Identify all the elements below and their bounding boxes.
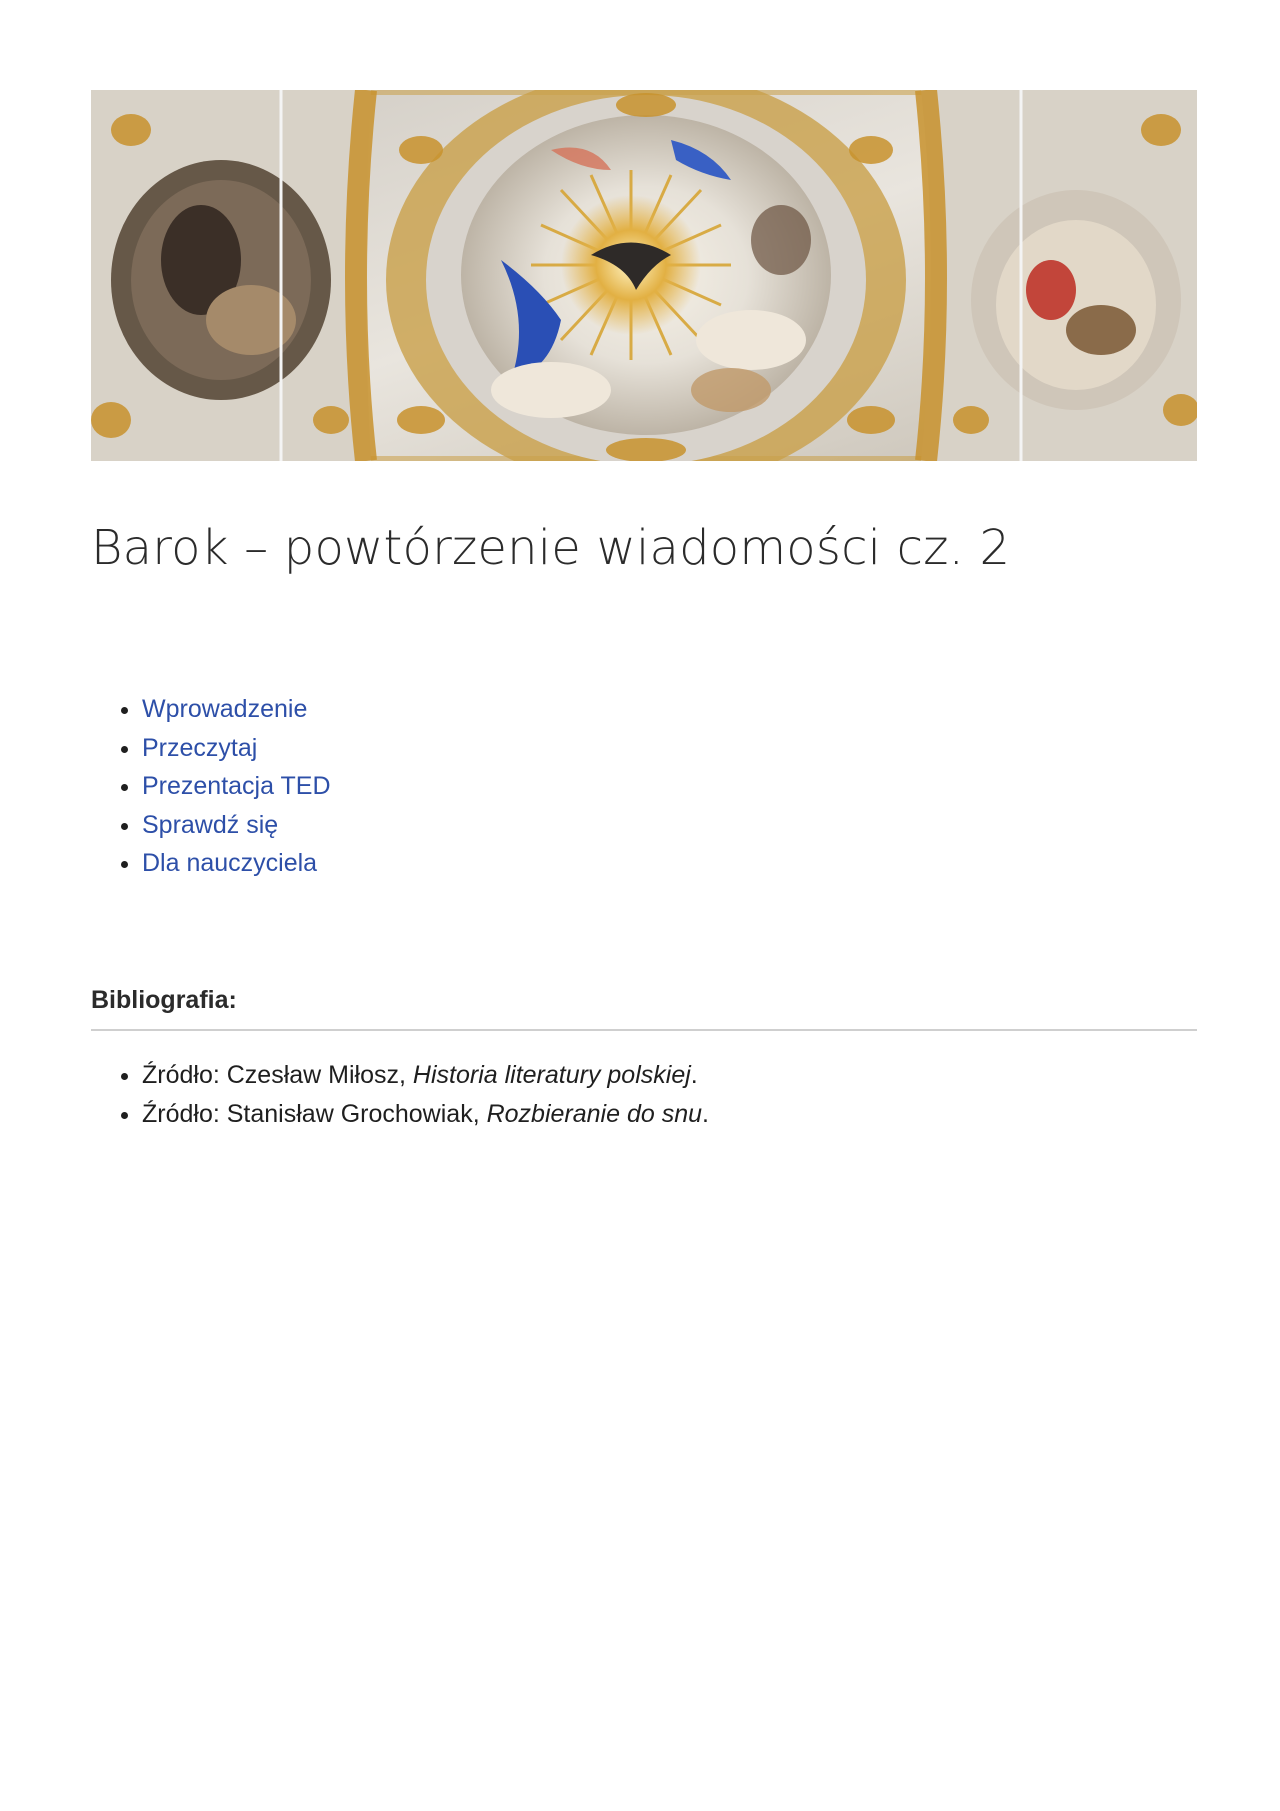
table-of-contents bbox=[91, 690, 331, 883]
toc-item bbox=[142, 767, 331, 806]
bibliography-item-suffix: . bbox=[702, 1099, 709, 1128]
bibliography-item bbox=[142, 1056, 709, 1095]
bibliography-item-work: Historia literatury polskiej bbox=[412, 1061, 691, 1089]
toc-item bbox=[142, 806, 331, 845]
bibliography-item-prefix: Źródło: Stanisław Grochowiak, bbox=[142, 1099, 487, 1128]
toc-link-przeczytaj[interactable]: Przeczytaj bbox=[142, 733, 258, 762]
hero-image bbox=[91, 90, 1197, 461]
bibliography-list bbox=[91, 1056, 709, 1133]
bibliography-item-work: Rozbieranie do snu bbox=[486, 1099, 703, 1128]
bibliography-heading: Bibliografia: bbox=[91, 986, 237, 1014]
toc-item bbox=[142, 690, 331, 729]
toc-item bbox=[142, 729, 331, 768]
toc-link-dla-nauczyciela[interactable]: Dla nauczyciela bbox=[142, 849, 318, 877]
baroque-ceiling-fresco-image bbox=[91, 90, 1197, 461]
page-title: Barok – powtórzenie wiadomości cz. 2 bbox=[91, 520, 1011, 576]
bibliography-item-prefix: Źródło: Czesław Miłosz, bbox=[142, 1061, 413, 1089]
bibliography-divider bbox=[91, 1029, 1197, 1031]
toc-link-wprowadzenie[interactable]: Wprowadzenie bbox=[142, 695, 308, 723]
toc-link-prezentacja-ted[interactable]: Prezentacja TED bbox=[142, 772, 331, 800]
toc-link-sprawdz-sie[interactable]: Sprawdź się bbox=[142, 810, 279, 839]
bibliography-item bbox=[142, 1095, 709, 1134]
toc-item bbox=[142, 844, 331, 883]
bibliography-item-suffix: . bbox=[690, 1061, 698, 1089]
